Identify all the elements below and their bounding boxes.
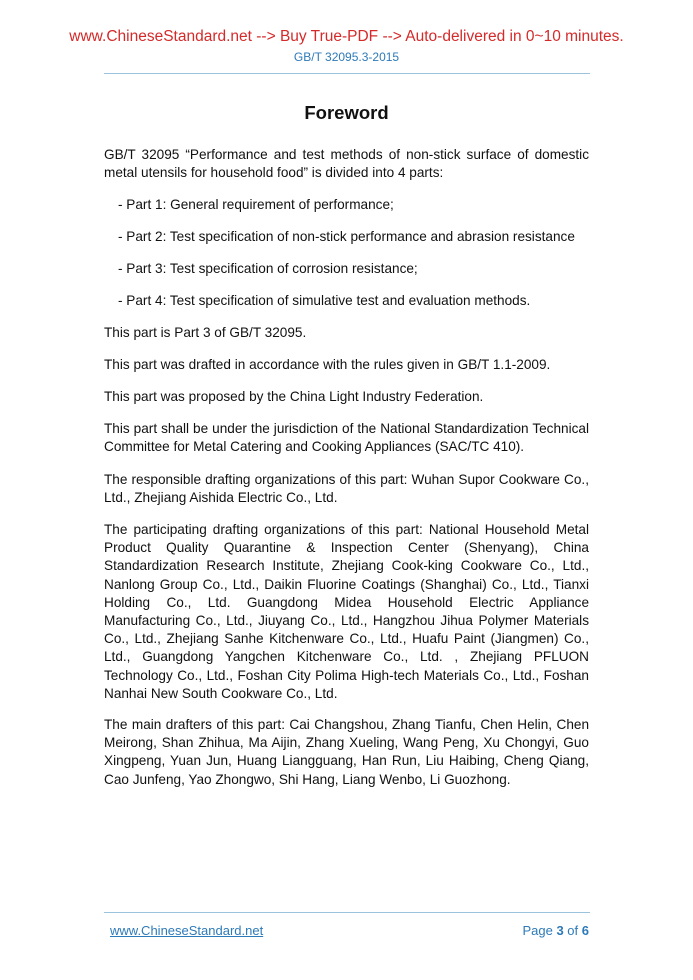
paragraph: This part is Part 3 of GB/T 32095.: [104, 325, 307, 340]
header-divider: [104, 73, 590, 74]
footer-divider: [104, 912, 590, 913]
page-prefix: Page: [522, 923, 557, 938]
purchase-banner[interactable]: www.ChineseStandard.net --> Buy True-PDF --> Auto-delivered in 0~10 minutes.: [69, 28, 624, 45]
page-title: Foreword: [304, 102, 389, 123]
page-number: [522, 923, 589, 938]
footer-website-link[interactable]: www.ChineseStandard.net: [110, 923, 264, 938]
paragraph: The responsible drafting organizations of this part: Wuhan Supor Cookware Co., Ltd., Zhejiang Aishida Electric Co., Ltd.: [104, 472, 589, 506]
part-list-item: - Part 4: Test specification of simulative test and evaluation methods.: [118, 293, 531, 308]
paragraph: The participating drafting organizations of this part: National Household Metal Product Quality Quarantine & Inspection Center (Shenyang), China Standardization Research Institute, Zhejiang Cook-king Cookware Co., Ltd., Nanlong Group Co., Ltd., Daikin Fluorine Coatings (Shanghai) Co., Ltd., Tianxi Holding Co., Ltd. Guangdong Midea Household Electric Appliance Manufacturing Co., Ltd., Jiuyang Co., Ltd., Hangzhou Jihua Polymer Materials Co., Ltd., Zhejiang Sanhe Kitchenware Co., Ltd., Huafu Paint (Jiangmen) Co., Ltd., Guangdong Yangchen Kitchenware Co., Ltd. , Zhejiang PFLUON Technology Co., Ltd., Foshan City Polima High-tech Materials Co., Ltd., Foshan Nanhai New South Cookware Co., Ltd.: [104, 522, 589, 701]
page-current: 3: [556, 923, 564, 938]
part-list-item: - Part 3: Test specification of corrosion resistance;: [118, 261, 418, 276]
paragraph: This part was drafted in accordance with the rules given in GB/T 1.1-2009.: [104, 357, 551, 372]
part-list-item: - Part 2: Test specification of non-stick performance and abrasion resistance: [118, 229, 575, 244]
page-total: 6: [581, 923, 589, 938]
paragraph: This part shall be under the jurisdiction of the National Standardization Technical Committee for Metal Catering and Cooking Appliances (SAC/TC 410).: [104, 421, 589, 455]
intro-paragraph: GB/T 32095 “Performance and test methods of non-stick surface of domestic metal utensils for household food” is divided into 4 parts:: [104, 147, 589, 181]
paragraph: The main drafters of this part: Cai Changshou, Zhang Tianfu, Chen Helin, Chen Meirong, Shan Zhihua, Ma Aijin, Zhang Xueling, Wang Peng, Xu Chongyi, Guo Xingpeng, Yuan Jun, Huang Liangguang, Han Run, Liu Haibing, Cheng Qiang, Cao Junfeng, Yao Zhongwo, Shi Hang, Liang Wenbo, Li Guozhong.: [104, 717, 589, 787]
part-list-item: - Part 1: General requirement of performance;: [118, 197, 394, 212]
page-of: of: [563, 923, 582, 938]
standard-code: GB/T 32095.3-2015: [293, 50, 400, 64]
paragraph: This part was proposed by the China Light Industry Federation.: [104, 389, 484, 404]
